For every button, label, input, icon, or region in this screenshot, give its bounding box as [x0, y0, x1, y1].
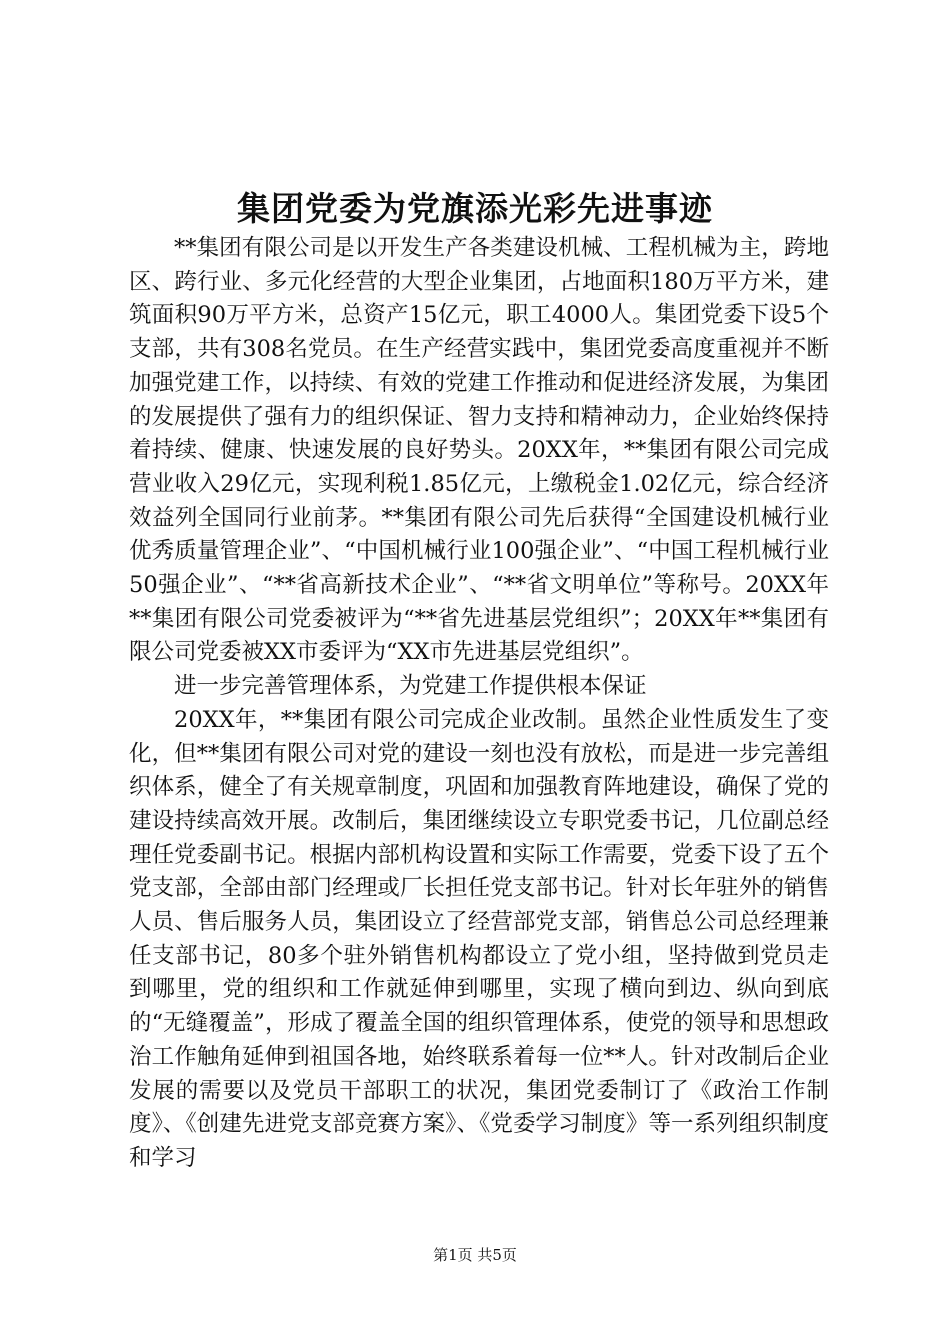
section-heading-management-system: 进一步完善管理体系，为党建工作提供根本保证	[174, 673, 647, 700]
paragraph-company-overview: **集团有限公司是以开发生产各类建设机械、工程机械为主，跨地区、跨行业、多元化经营的大型企业集团，占地面积180万平方米，建筑面积90万平方米，总资产15亿元，职工4000人。集团党委下设5个支部，共有308名党员。在生产经营实践中，集团党委高度重视并不断加强党建工作，以持续、有效的党建工作推动和促进经济发展，为集团的发展提供了强有力的组织保证、智力支持和精神动力，企业始终保持着持续、健康、快速发展的良好势头。20XX年，**集团有限公司完成营业收入29亿元，实现利税1.85亿元，上缴税金1.02亿元，综合经济效益列全国同行业前茅。**集团有限公司先后获得“全国建设机械行业优秀质量管理企业”、“中国机械行业100强企业”、“中国工程机械行业50强企业”、“**省高新技术企业”、“**省文明单位”等称号。20XX年**集团有限公司党委被评为“**省先进基层党组织”；20XX年**集团有限公司党委被XX市委评为“XX市先进基层党组织”。	[129, 235, 829, 666]
document-title: 集团党委为党旗添光彩先进事迹	[237, 189, 713, 228]
paragraph-restructuring: 20XX年，**集团有限公司完成企业改制。虽然企业性质发生了变化，但**集团有限公司对党的建设一刻也没有放松，而是进一步完善组织体系，健全了有关规章制度，巩固和加强教育阵地建设，确保了党的建设持续高效开展。改制后，集团继续设立专职党委书记，几位副总经理任党委副书记。根据内部机构设置和实际工作需要，党委下设了五个党支部，全部由部门经理或厂长担任党支部书记。针对长年驻外的销售人员、售后服务人员，集团设立了经营部党支部，销售总公司总经理兼任支部书记，80多个驻外销售机构都设立了党小组，坚持做到党员走到哪里，党的组织和工作就延伸到哪里，实现了横向到边、纵向到底的“无缝覆盖”，形成了覆盖全国的组织管理体系，使党的领导和思想政治工作触角延伸到祖国各地，始终联系着每一位**人。针对改制后企业发展的需要以及党员干部职工的状况，集团党委制订了《政治工作制度》、《创建先进党支部竞赛方案》、《党委学习制度》等一系列组织制度和学习	[129, 706, 829, 1171]
page-number-footer: 第1页 共5页	[433, 1246, 517, 1264]
document-body	[129, 232, 829, 1176]
